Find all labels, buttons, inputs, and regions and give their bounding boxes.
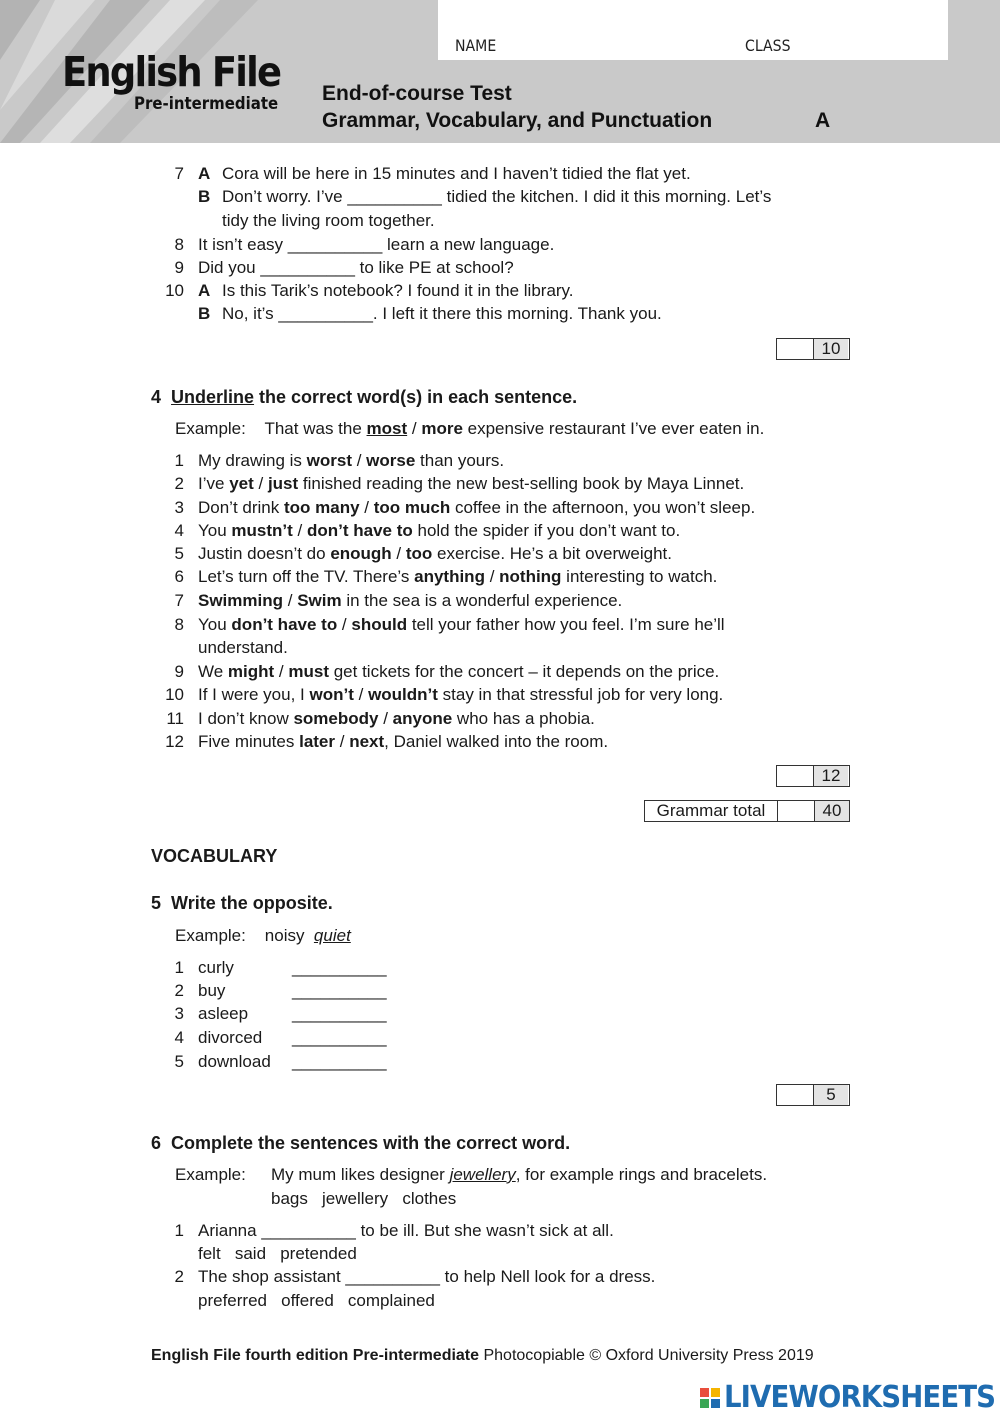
example-options: bags jewellery clothes (271, 1189, 457, 1208)
logo-subtitle: Pre-intermediate (134, 94, 279, 114)
answer-blank[interactable]: __________ (292, 981, 387, 1000)
separator: / (335, 732, 350, 751)
sentence-text: who has a phobia. (452, 709, 595, 728)
name-label: NAME (455, 36, 497, 55)
instruction-text: the correct word(s) in each sentence. (254, 387, 578, 407)
sentence[interactable]: Arianna __________ to be ill. But she wasn’t sick at all. (198, 1221, 614, 1240)
option-2[interactable]: too much (373, 498, 451, 517)
option-1[interactable]: won’t (309, 685, 354, 704)
item-number: 9 (174, 662, 184, 681)
separator: / (253, 474, 268, 493)
sentence-text: tell your father how you feel. I’m sure he’ll (407, 615, 725, 634)
name-class-box (438, 0, 948, 60)
sentence (198, 662, 719, 682)
option-1[interactable]: enough (330, 544, 392, 563)
score-input[interactable] (777, 339, 814, 359)
sentence-text: Justin doesn’t do (198, 544, 331, 563)
option-2[interactable]: too (405, 544, 433, 563)
instruction-text: Write the opposite. (171, 893, 333, 913)
separator: / (484, 567, 500, 586)
speaker-b: B (198, 304, 211, 323)
option-2[interactable]: just (267, 474, 299, 493)
footer-copyright (151, 1347, 814, 1365)
example-label: Example: (175, 419, 246, 438)
option-1[interactable]: don’t have to (231, 615, 338, 634)
sentence: Cora will be here in 15 minutes and I haven’t tidied the flat yet. (222, 164, 691, 183)
section-5-example (175, 926, 351, 946)
liveworksheets-watermark (700, 1380, 1000, 1415)
sentence-text: in the sea is a wonderful experience. (341, 591, 623, 610)
answer-blank[interactable]: __________ (292, 1052, 387, 1071)
item-number: 3 (174, 498, 184, 517)
example-answer: quiet (313, 926, 351, 945)
section-6-example (271, 1165, 767, 1185)
item-number: 4 (174, 521, 184, 540)
option-1[interactable]: mustn’t (231, 521, 293, 540)
example-option: more (421, 419, 463, 438)
example-text: , for example rings and bracelets. (515, 1165, 768, 1184)
sentence[interactable]: Did you __________ to like PE at school? (198, 258, 514, 277)
section-4-heading (151, 386, 577, 408)
speaker-a: A (198, 281, 211, 300)
example-label: Example: (175, 926, 246, 945)
score-max: 12 (814, 766, 848, 786)
sentence-text: coffee in the afternoon, you won’t sleep. (450, 498, 756, 517)
score-max: 5 (814, 1085, 848, 1105)
sentence-text: My drawing is (198, 451, 307, 470)
sentence (198, 474, 744, 494)
footer-text: Photocopiable © Oxford University Press 2019 (479, 1347, 814, 1364)
example-text: expensive restaurant I’ve ever eaten in. (462, 419, 765, 438)
word: download (198, 1052, 271, 1071)
liveworksheets-icon (700, 1388, 720, 1408)
separator: / (407, 419, 422, 438)
word-options: felt said pretended (198, 1244, 357, 1263)
separator: / (351, 451, 367, 470)
sentence (198, 498, 755, 518)
score-max: 10 (814, 339, 848, 359)
item-number: 8 (174, 615, 184, 634)
example-correct-option: most (366, 419, 408, 438)
item-number: 10 (165, 281, 184, 300)
sentence-text: than yours. (415, 451, 505, 470)
sentence-text: Don’t drink (198, 498, 284, 517)
word: buy (198, 981, 226, 1000)
score-input[interactable] (778, 801, 815, 821)
sentence-text: stay in that stressful job for very long. (437, 685, 724, 704)
section-4-example (175, 419, 764, 439)
sentence (198, 591, 622, 611)
word-options: preferred offered complained (198, 1291, 435, 1310)
sentence (198, 451, 504, 471)
item-number: 6 (174, 567, 184, 586)
sentence (198, 732, 608, 752)
sentence[interactable]: It isn’t easy __________ learn a new language. (198, 235, 555, 254)
sentence: Is this Tarik’s notebook? I found it in the library. (222, 281, 574, 300)
option-1[interactable]: somebody (293, 709, 379, 728)
sentence (198, 521, 680, 541)
sentence-text: interesting to watch. (561, 567, 718, 586)
sentence-text: get tickets for the concert – it depends on the price. (329, 662, 720, 681)
separator: / (378, 709, 393, 728)
item-number: 9 (174, 258, 184, 277)
score-box-section-4 (776, 765, 850, 787)
item-number: 4 (174, 1028, 184, 1047)
example-text: My mum likes designer (271, 1165, 450, 1184)
sentence-text: Five minutes (198, 732, 300, 751)
speaker-b: B (198, 187, 211, 206)
test-title: End-of-course Test (322, 82, 512, 105)
sentence[interactable]: The shop assistant __________ to help Nell look for a dress. (198, 1267, 656, 1286)
separator: / (391, 544, 406, 563)
item-number: 5 (174, 544, 184, 563)
sentence (198, 615, 725, 635)
sentence-text: I don’t know (198, 709, 294, 728)
score-box-section-5 (776, 1084, 850, 1106)
sentence-continuation: tidy the living room together. (222, 211, 435, 230)
example-text: That was the (264, 419, 367, 438)
instruction-underlined: Underline (171, 387, 255, 407)
option-1[interactable]: worst (306, 451, 352, 470)
item-number: 7 (174, 591, 184, 610)
sentence (198, 709, 595, 729)
option-1[interactable]: later (299, 732, 336, 751)
score-input[interactable] (777, 1085, 814, 1105)
section-number: 5 (151, 893, 162, 913)
option-2[interactable]: don’t have to (306, 521, 413, 540)
example-label: Example: (175, 1165, 246, 1184)
item-number: 1 (174, 958, 184, 977)
separator: / (353, 685, 369, 704)
sentence-text: I’ve (198, 474, 230, 493)
word: asleep (198, 1004, 249, 1023)
item-number: 12 (165, 732, 184, 751)
item-number: 1 (174, 1221, 184, 1240)
option-1[interactable]: yet (229, 474, 254, 493)
answer-blank[interactable]: __________ (292, 958, 387, 977)
answer-blank[interactable]: __________ (292, 1004, 387, 1023)
option-2[interactable]: should (351, 615, 408, 634)
option-1[interactable]: Swimming (198, 591, 284, 610)
score-input[interactable] (777, 766, 814, 786)
instruction-text: Complete the sentences with the correct word. (171, 1133, 571, 1153)
item-number: 2 (174, 474, 184, 493)
item-number: 2 (174, 1267, 184, 1286)
sentence-text: , Daniel walked into the room. (384, 732, 609, 751)
separator: / (359, 498, 374, 517)
option-2[interactable]: next (349, 732, 385, 751)
section-number: 6 (151, 1133, 162, 1153)
item-number: 1 (174, 451, 184, 470)
section-5-heading (151, 892, 333, 914)
word: curly (198, 958, 234, 977)
footer-title: English File fourth edition Pre-intermediate (151, 1347, 480, 1364)
separator: / (274, 662, 289, 681)
option-1[interactable]: too many (283, 498, 360, 517)
score-max: 40 (815, 801, 849, 821)
sentence-text: You (198, 521, 232, 540)
sentence (198, 685, 723, 705)
sentence[interactable]: No, it’s __________. I left it there this morning. Thank you. (222, 304, 662, 323)
item-number: 7 (174, 164, 184, 183)
test-version: A (815, 109, 831, 132)
option-2[interactable]: anyone (392, 709, 453, 728)
separator: / (292, 521, 307, 540)
class-label: CLASS (745, 36, 791, 55)
option-2[interactable]: must (288, 662, 329, 681)
separator: / (337, 615, 352, 634)
sentence[interactable]: Don’t worry. I’ve __________ tidied the kitchen. I did it this morning. Let’s (222, 187, 772, 206)
sentence-text: Let’s turn off the TV. There’s (198, 567, 415, 586)
sentence (198, 544, 672, 564)
option-1[interactable]: might (227, 662, 275, 681)
example-answer: jewellery (449, 1165, 516, 1184)
option-2[interactable]: wouldn’t (368, 685, 438, 704)
page-header (0, 0, 1000, 143)
item-number: 10 (165, 685, 184, 704)
sentence-text: hold the spider if you don’t want to. (412, 521, 681, 540)
item-number: 2 (174, 981, 184, 1000)
test-subtitle: Grammar, Vocabulary, and Punctuation (322, 109, 713, 132)
example-word: noisy (264, 926, 305, 945)
sentence-continuation: understand. (198, 638, 288, 657)
logo: English File (62, 48, 281, 96)
sentence (198, 567, 717, 587)
vocabulary-heading: VOCABULARY (151, 846, 278, 866)
separator: / (283, 591, 298, 610)
answer-blank[interactable]: __________ (292, 1028, 387, 1047)
grammar-total-label: Grammar total (645, 801, 778, 821)
option-2[interactable]: worse (366, 451, 416, 470)
grammar-total-box (644, 800, 850, 822)
item-number: 8 (174, 235, 184, 254)
sentence-text: You (198, 615, 232, 634)
speaker-a: A (198, 164, 211, 183)
option-2[interactable]: nothing (499, 567, 562, 586)
sentence-text: We (198, 662, 228, 681)
item-number: 5 (174, 1052, 184, 1071)
watermark-text: LIVEWORKSHEETS (724, 1380, 996, 1415)
item-number: 11 (166, 709, 184, 728)
section-6-heading (151, 1132, 570, 1154)
sentence-text: If I were you, I (198, 685, 310, 704)
word: divorced (198, 1028, 263, 1047)
sentence-text: finished reading the new best-selling book by Maya Linnet. (298, 474, 745, 493)
item-number: 3 (174, 1004, 184, 1023)
option-1[interactable]: anything (414, 567, 485, 586)
score-box-section-3 (776, 338, 850, 360)
section-number: 4 (151, 387, 162, 407)
option-2[interactable]: Swim (297, 591, 342, 610)
sentence-text: exercise. He’s a bit overweight. (432, 544, 672, 563)
